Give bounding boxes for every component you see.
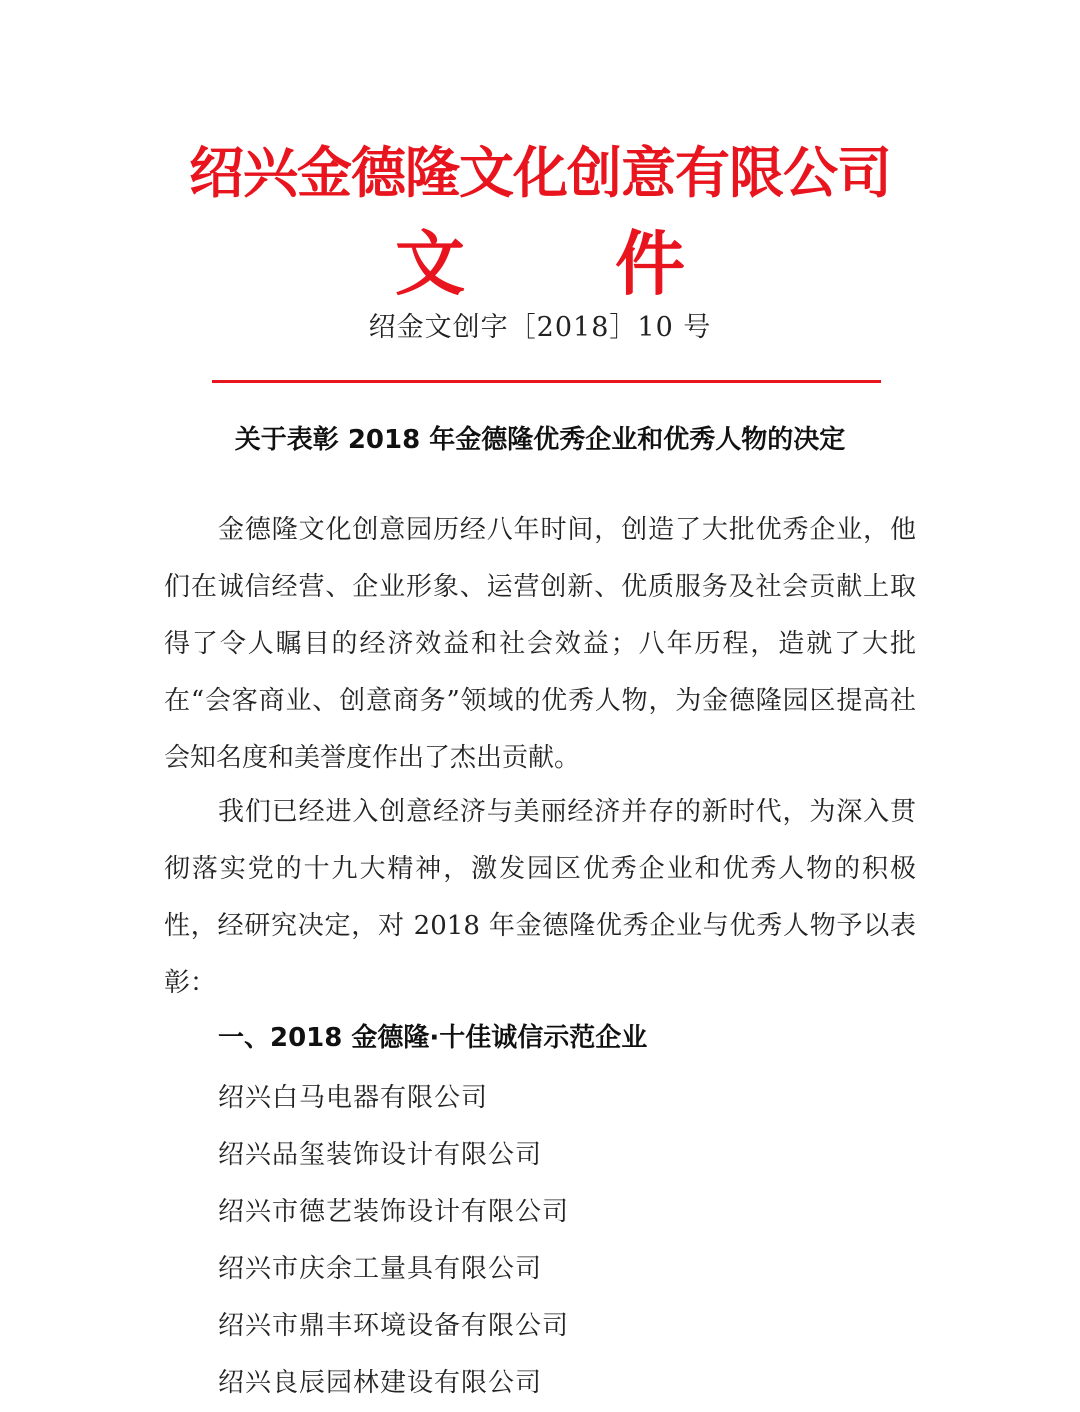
- document-number: 绍金文创字［2018］10 号: [368, 312, 712, 343]
- list-item: 绍兴良辰园林建设有限公司: [218, 1368, 543, 1398]
- body-paragraph-2: 我们已经进入创意经济与美丽经济并存的新时代，为深入贯彻落实党的十九大精神，激发园区优秀企业和优秀人物的积极性，经研究决定，对 2018 年金德隆优秀企业与优秀人物予以表彰：: [164, 797, 916, 998]
- document-title: 关于表彰 2018 年金德隆优秀企业和优秀人物的决定: [234, 425, 846, 455]
- list-item: 绍兴市德艺装饰设计有限公司: [218, 1197, 570, 1227]
- list-item: 绍兴市鼎丰环境设备有限公司: [218, 1311, 570, 1341]
- body-paragraph-1: 金德隆文化创意园历经八年时间，创造了大批优秀企业，他们在诚信经营、企业形象、运营创新、优质服务及社会贡献上取得了令人瞩目的经济效益和社会效益；八年历程，造就了大批在“会客商业、创意商务”领域的优秀人物，为金德隆园区提高社会知名度和美誉度作出了杰出贡献。: [164, 515, 916, 773]
- list-item: 绍兴品玺装饰设计有限公司: [218, 1140, 543, 1170]
- issuing-organization-name: 绍兴金德隆文化创意有限公司: [188, 141, 891, 205]
- list-item: 绍兴白马电器有限公司: [218, 1083, 489, 1113]
- document-type-char-2: 件: [615, 223, 685, 305]
- document-type-heading: [0, 222, 1080, 306]
- honored-company-list: [218, 1070, 569, 1412]
- document-type-char-1: 文: [395, 223, 465, 305]
- list-item: 绍兴市庆余工量具有限公司: [218, 1254, 543, 1284]
- red-header-divider: [212, 380, 881, 383]
- section-heading: 一、2018 金德隆·十佳诚信示范企业: [218, 1023, 648, 1053]
